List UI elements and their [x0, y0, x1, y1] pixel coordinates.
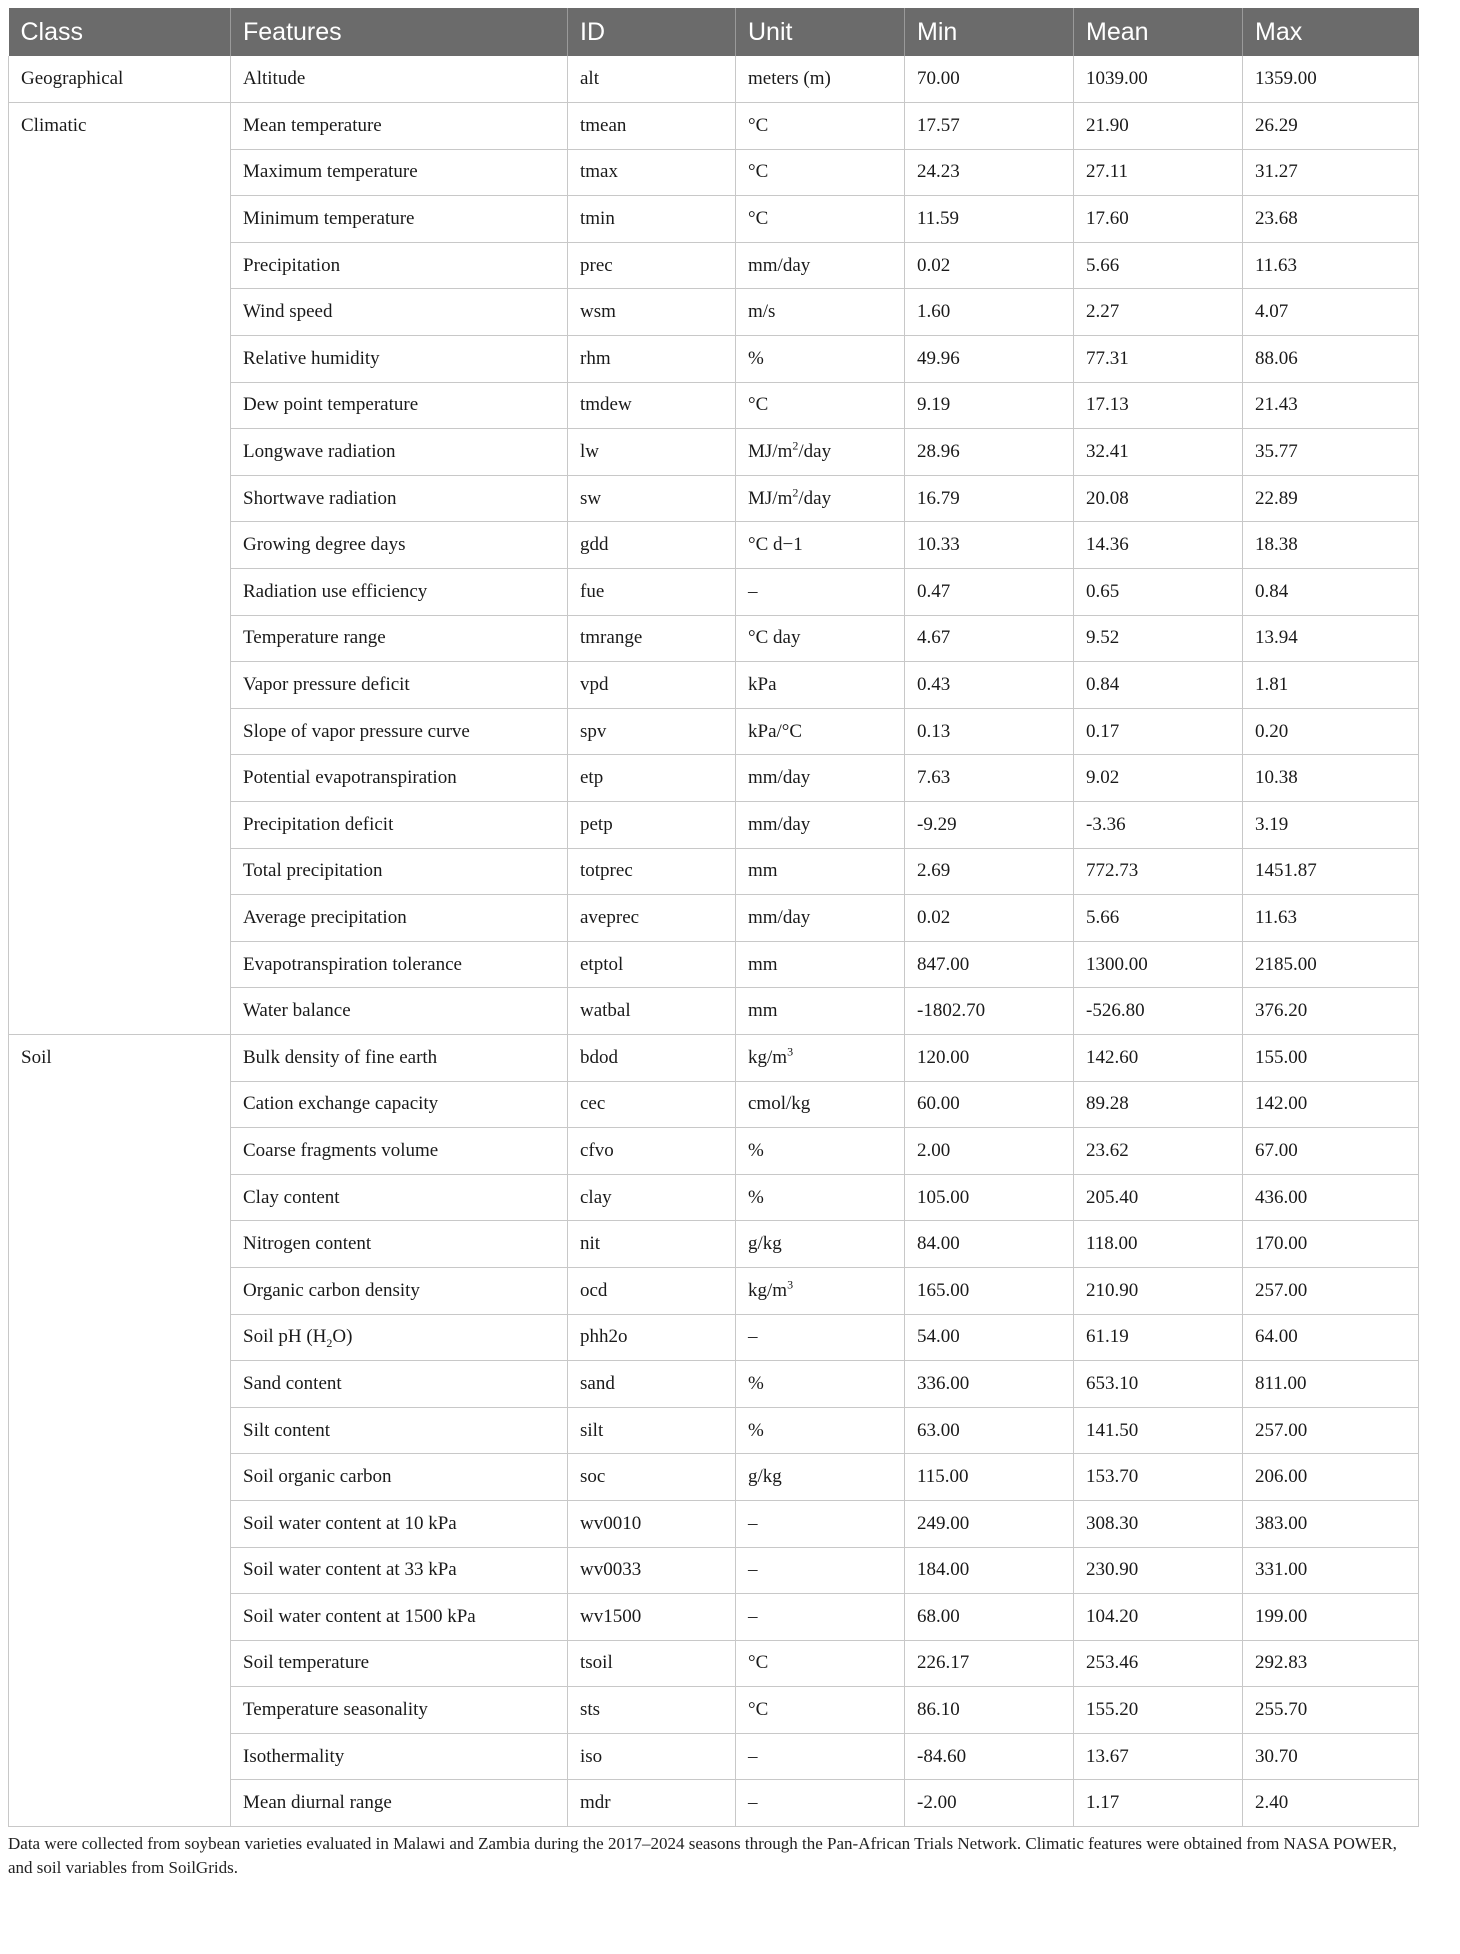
feature-statistics-table: [8, 8, 1419, 1827]
unit-cell: –: [736, 1780, 905, 1827]
unit-cell: m/s: [736, 289, 905, 336]
min-cell: 16.79: [905, 475, 1074, 522]
table-footnote: Data were collected from soybean varieties evaluated in Malawi and Zambia during the 2017–2024 seasons through the Pan-African Trials Network. Climatic features were obtained from NASA POWER, and soil variables from SoilGrids.: [8, 1834, 1397, 1877]
max-cell: 21.43: [1243, 382, 1419, 429]
max-cell: 0.84: [1243, 569, 1419, 616]
mean-cell: 230.90: [1074, 1547, 1243, 1594]
max-cell: 0.20: [1243, 708, 1419, 755]
max-cell: 155.00: [1243, 1034, 1419, 1081]
id-cell: nit: [568, 1221, 736, 1268]
max-cell: 13.94: [1243, 615, 1419, 662]
mean-cell: 210.90: [1074, 1267, 1243, 1314]
feature-cell: Soil organic carbon: [231, 1454, 568, 1501]
feature-cell: Vapor pressure deficit: [231, 662, 568, 709]
feature-cell: Minimum temperature: [231, 196, 568, 243]
min-cell: 63.00: [905, 1407, 1074, 1454]
feature-cell: Temperature range: [231, 615, 568, 662]
min-cell: 17.57: [905, 103, 1074, 150]
feature-cell: Radiation use efficiency: [231, 569, 568, 616]
feature-cell: Altitude: [231, 56, 568, 103]
feature-cell: Bulk density of fine earth: [231, 1034, 568, 1081]
mean-cell: 9.02: [1074, 755, 1243, 802]
min-cell: 105.00: [905, 1174, 1074, 1221]
table-body: [9, 56, 1419, 1827]
feature-cell: Mean temperature: [231, 103, 568, 150]
mean-cell: 89.28: [1074, 1081, 1243, 1128]
min-cell: 68.00: [905, 1594, 1074, 1641]
unit-cell: g/kg: [736, 1454, 905, 1501]
min-cell: 28.96: [905, 429, 1074, 476]
min-cell: -2.00: [905, 1780, 1074, 1827]
feature-cell: Evapotranspiration tolerance: [231, 941, 568, 988]
min-cell: 165.00: [905, 1267, 1074, 1314]
id-cell: tmean: [568, 103, 736, 150]
feature-cell: Mean diurnal range: [231, 1780, 568, 1827]
feature-cell: Soil water content at 10 kPa: [231, 1500, 568, 1547]
min-cell: 2.00: [905, 1128, 1074, 1175]
mean-cell: 21.90: [1074, 103, 1243, 150]
feature-cell: Longwave radiation: [231, 429, 568, 476]
mean-cell: 308.30: [1074, 1500, 1243, 1547]
id-cell: mdr: [568, 1780, 736, 1827]
header-mean: Mean: [1074, 8, 1243, 56]
max-cell: 170.00: [1243, 1221, 1419, 1268]
min-cell: 84.00: [905, 1221, 1074, 1268]
id-cell: wv1500: [568, 1594, 736, 1641]
unit-cell: –: [736, 1594, 905, 1641]
id-cell: petp: [568, 802, 736, 849]
id-cell: vpd: [568, 662, 736, 709]
mean-cell: 5.66: [1074, 242, 1243, 289]
id-cell: etp: [568, 755, 736, 802]
max-cell: 1359.00: [1243, 56, 1419, 103]
id-cell: alt: [568, 56, 736, 103]
table-row: [9, 103, 1419, 150]
table-row: [9, 1034, 1419, 1081]
mean-cell: -526.80: [1074, 988, 1243, 1035]
mean-cell: -3.36: [1074, 802, 1243, 849]
mean-cell: 1300.00: [1074, 941, 1243, 988]
header-class: Class: [9, 8, 231, 56]
max-cell: 31.27: [1243, 149, 1419, 196]
id-cell: silt: [568, 1407, 736, 1454]
min-cell: 49.96: [905, 336, 1074, 383]
max-cell: 2185.00: [1243, 941, 1419, 988]
unit-cell: $MJ/m^2$/day: [736, 475, 905, 522]
max-cell: 383.00: [1243, 1500, 1419, 1547]
mean-cell: 205.40: [1074, 1174, 1243, 1221]
id-cell: sts: [568, 1687, 736, 1734]
feature-cell: Maximum temperature: [231, 149, 568, 196]
unit-cell: –: [736, 1500, 905, 1547]
unit-cell: meters (m): [736, 56, 905, 103]
max-cell: 3.19: [1243, 802, 1419, 849]
feature-cell: Shortwave radiation: [231, 475, 568, 522]
class-cell: Soil: [9, 1034, 231, 1826]
max-cell: 22.89: [1243, 475, 1419, 522]
mean-cell: 32.41: [1074, 429, 1243, 476]
unit-cell: %: [736, 1128, 905, 1175]
feature-cell: Sand content: [231, 1361, 568, 1408]
max-cell: 436.00: [1243, 1174, 1419, 1221]
id-cell: wv0010: [568, 1500, 736, 1547]
id-cell: phh2o: [568, 1314, 736, 1361]
mean-cell: 1.17: [1074, 1780, 1243, 1827]
feature-cell: Relative humidity: [231, 336, 568, 383]
id-cell: gdd: [568, 522, 736, 569]
min-cell: 70.00: [905, 56, 1074, 103]
min-cell: 10.33: [905, 522, 1074, 569]
feature-cell: Clay content: [231, 1174, 568, 1221]
min-cell: 4.67: [905, 615, 1074, 662]
mean-cell: 772.73: [1074, 848, 1243, 895]
id-cell: clay: [568, 1174, 736, 1221]
unit-cell: °C d−1: [736, 522, 905, 569]
feature-cell: Total precipitation: [231, 848, 568, 895]
unit-cell: %: [736, 1407, 905, 1454]
feature-cell: Cation exchange capacity: [231, 1081, 568, 1128]
feature-cell: Precipitation deficit: [231, 802, 568, 849]
min-cell: 0.47: [905, 569, 1074, 616]
mean-cell: 253.46: [1074, 1640, 1243, 1687]
max-cell: 811.00: [1243, 1361, 1419, 1408]
id-cell: iso: [568, 1733, 736, 1780]
min-cell: 120.00: [905, 1034, 1074, 1081]
feature-cell: Soil water content at 1500 kPa: [231, 1594, 568, 1641]
min-cell: 0.02: [905, 895, 1074, 942]
min-cell: 7.63: [905, 755, 1074, 802]
mean-cell: 653.10: [1074, 1361, 1243, 1408]
unit-cell: g/kg: [736, 1221, 905, 1268]
min-cell: -84.60: [905, 1733, 1074, 1780]
unit-cell: –: [736, 1547, 905, 1594]
feature-cell: Precipitation: [231, 242, 568, 289]
min-cell: 847.00: [905, 941, 1074, 988]
class-cell: Geographical: [9, 56, 231, 103]
header-max: Max: [1255, 17, 1303, 46]
unit-cell: %: [736, 336, 905, 383]
max-cell: 67.00: [1243, 1128, 1419, 1175]
id-cell: sand: [568, 1361, 736, 1408]
feature-cell: Soil temperature: [231, 1640, 568, 1687]
mean-cell: 27.11: [1074, 149, 1243, 196]
unit-cell: –: [736, 1733, 905, 1780]
max-cell: 11.63: [1243, 895, 1419, 942]
id-cell: bdod: [568, 1034, 736, 1081]
max-cell: 35.77: [1243, 429, 1419, 476]
id-cell: fue: [568, 569, 736, 616]
unit-cell: °C: [736, 149, 905, 196]
mean-cell: 141.50: [1074, 1407, 1243, 1454]
unit-cell: –: [736, 1314, 905, 1361]
unit-cell: –: [736, 569, 905, 616]
max-cell: 292.83: [1243, 1640, 1419, 1687]
unit-cell: °C: [736, 382, 905, 429]
unit-cell: mm/day: [736, 755, 905, 802]
id-cell: etptol: [568, 941, 736, 988]
unit-cell: $MJ/m^2$/day: [736, 429, 905, 476]
id-cell: aveprec: [568, 895, 736, 942]
feature-cell: Organic carbon density: [231, 1267, 568, 1314]
max-cell: 376.20: [1243, 988, 1419, 1035]
unit-cell: kPa/°C: [736, 708, 905, 755]
table-container: [8, 8, 1418, 1827]
feature-cell: Silt content: [231, 1407, 568, 1454]
max-cell: 11.63: [1243, 242, 1419, 289]
unit-cell: %: [736, 1174, 905, 1221]
min-cell: 1.60: [905, 289, 1074, 336]
feature-cell: Potential evapotranspiration: [231, 755, 568, 802]
min-cell: -9.29: [905, 802, 1074, 849]
id-cell: soc: [568, 1454, 736, 1501]
mean-cell: 77.31: [1074, 336, 1243, 383]
mean-cell: 0.65: [1074, 569, 1243, 616]
max-cell: 4.07: [1243, 289, 1419, 336]
unit-cell: mm: [736, 988, 905, 1035]
unit-cell: %: [736, 1361, 905, 1408]
mean-cell: 0.17: [1074, 708, 1243, 755]
min-cell: 24.23: [905, 149, 1074, 196]
min-cell: 11.59: [905, 196, 1074, 243]
max-cell: 142.00: [1243, 1081, 1419, 1128]
max-cell: 1.81: [1243, 662, 1419, 709]
feature-cell: Water balance: [231, 988, 568, 1035]
table-header: [9, 8, 1419, 56]
max-cell: 257.00: [1243, 1407, 1419, 1454]
id-cell: tmrange: [568, 615, 736, 662]
max-cell: 206.00: [1243, 1454, 1419, 1501]
id-cell: sw: [568, 475, 736, 522]
max-cell: 18.38: [1243, 522, 1419, 569]
header-id: ID: [568, 8, 736, 56]
max-cell: 30.70: [1243, 1733, 1419, 1780]
mean-cell: 155.20: [1074, 1687, 1243, 1734]
id-cell: lw: [568, 429, 736, 476]
min-cell: 184.00: [905, 1547, 1074, 1594]
unit-cell: mm: [736, 848, 905, 895]
min-cell: 0.13: [905, 708, 1074, 755]
header-unit: Unit: [736, 8, 905, 56]
id-cell: ocd: [568, 1267, 736, 1314]
max-cell: 23.68: [1243, 196, 1419, 243]
id-cell: prec: [568, 242, 736, 289]
min-cell: 226.17: [905, 1640, 1074, 1687]
min-cell: 249.00: [905, 1500, 1074, 1547]
max-cell: 88.06: [1243, 336, 1419, 383]
max-cell: 1451.87: [1243, 848, 1419, 895]
mean-cell: 118.00: [1074, 1221, 1243, 1268]
mean-cell: 1039.00: [1074, 56, 1243, 103]
mean-cell: 153.70: [1074, 1454, 1243, 1501]
max-cell: 26.29: [1243, 103, 1419, 150]
unit-cell: mm/day: [736, 895, 905, 942]
max-cell: 255.70: [1243, 1687, 1419, 1734]
min-cell: 336.00: [905, 1361, 1074, 1408]
feature-cell: Slope of vapor pressure curve: [231, 708, 568, 755]
header-features: Features: [231, 8, 568, 56]
feature-cell: Isothermality: [231, 1733, 568, 1780]
id-cell: totprec: [568, 848, 736, 895]
feature-cell: Soil water content at 33 kPa: [231, 1547, 568, 1594]
feature-cell: Dew point temperature: [231, 382, 568, 429]
max-cell: 10.38: [1243, 755, 1419, 802]
min-cell: 9.19: [905, 382, 1074, 429]
mean-cell: 142.60: [1074, 1034, 1243, 1081]
mean-cell: 9.52: [1074, 615, 1243, 662]
max-cell: 2.40: [1243, 1780, 1419, 1827]
unit-cell: $kg/m^3$: [736, 1267, 905, 1314]
unit-cell: $kg/m^3$: [736, 1034, 905, 1081]
mean-cell: 23.62: [1074, 1128, 1243, 1175]
mean-cell: 2.27: [1074, 289, 1243, 336]
id-cell: wv0033: [568, 1547, 736, 1594]
header-min: Min: [905, 8, 1074, 56]
id-cell: rhm: [568, 336, 736, 383]
mean-cell: 17.60: [1074, 196, 1243, 243]
class-cell: Climatic: [9, 103, 231, 1035]
min-cell: 115.00: [905, 1454, 1074, 1501]
min-cell: 2.69: [905, 848, 1074, 895]
min-cell: 0.43: [905, 662, 1074, 709]
feature-cell: Soil pH $(H_2O)$: [231, 1314, 568, 1361]
min-cell: -1802.70: [905, 988, 1074, 1035]
unit-cell: mm/day: [736, 802, 905, 849]
id-cell: tmdew: [568, 382, 736, 429]
unit-cell: kPa: [736, 662, 905, 709]
unit-cell: mm/day: [736, 242, 905, 289]
feature-cell: Nitrogen content: [231, 1221, 568, 1268]
max-cell: 331.00: [1243, 1547, 1419, 1594]
mean-cell: 61.19: [1074, 1314, 1243, 1361]
max-cell: 64.00: [1243, 1314, 1419, 1361]
id-cell: wsm: [568, 289, 736, 336]
table-row: [9, 56, 1419, 103]
id-cell: watbal: [568, 988, 736, 1035]
max-cell: 199.00: [1243, 1594, 1419, 1641]
mean-cell: 13.67: [1074, 1733, 1243, 1780]
feature-cell: Growing degree days: [231, 522, 568, 569]
id-cell: cec: [568, 1081, 736, 1128]
unit-cell: cmol/kg: [736, 1081, 905, 1128]
mean-cell: 20.08: [1074, 475, 1243, 522]
feature-cell: Wind speed: [231, 289, 568, 336]
unit-cell: °C: [736, 196, 905, 243]
unit-cell: °C: [736, 103, 905, 150]
id-cell: tmin: [568, 196, 736, 243]
header-row: [9, 8, 1419, 56]
feature-cell: Coarse fragments volume: [231, 1128, 568, 1175]
feature-cell: Average precipitation: [231, 895, 568, 942]
min-cell: 60.00: [905, 1081, 1074, 1128]
mean-cell: 5.66: [1074, 895, 1243, 942]
unit-cell: °C day: [736, 615, 905, 662]
id-cell: cfvo: [568, 1128, 736, 1175]
min-cell: 86.10: [905, 1687, 1074, 1734]
unit-cell: mm: [736, 941, 905, 988]
unit-cell: °C: [736, 1687, 905, 1734]
mean-cell: 104.20: [1074, 1594, 1243, 1641]
min-cell: 0.02: [905, 242, 1074, 289]
mean-cell: 17.13: [1074, 382, 1243, 429]
unit-cell: °C: [736, 1640, 905, 1687]
mean-cell: 0.84: [1074, 662, 1243, 709]
max-cell: 257.00: [1243, 1267, 1419, 1314]
min-cell: 54.00: [905, 1314, 1074, 1361]
id-cell: tmax: [568, 149, 736, 196]
mean-cell: 14.36: [1074, 522, 1243, 569]
id-cell: spv: [568, 708, 736, 755]
feature-cell: Temperature seasonality: [231, 1687, 568, 1734]
id-cell: tsoil: [568, 1640, 736, 1687]
